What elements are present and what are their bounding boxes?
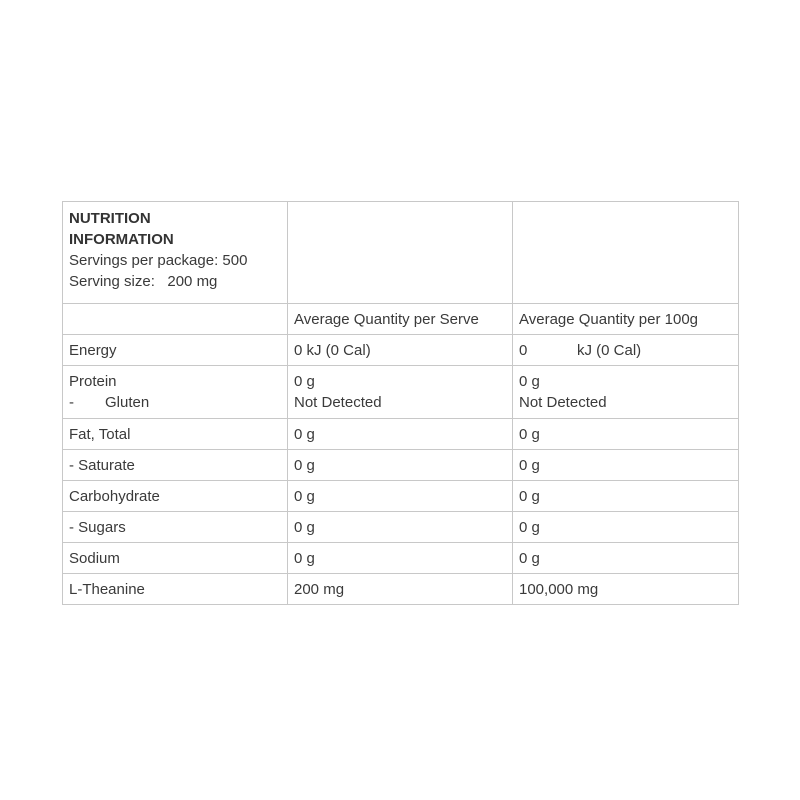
gluten-per-serve: Not Detected: [294, 394, 382, 411]
energy-per-serve: 0 kJ (0 Cal): [288, 335, 513, 366]
sugars-per-serve: 0 g: [288, 512, 513, 543]
gluten-sub-label: [69, 392, 281, 413]
table-row: [63, 419, 739, 450]
header-empty-cell: [288, 202, 513, 304]
table-row: [63, 512, 739, 543]
column-header-row: [63, 304, 739, 335]
fat-total-per-serve: 0 g: [288, 419, 513, 450]
column-header-empty: [63, 304, 288, 335]
nutrition-table: [62, 201, 739, 605]
table-row: [63, 335, 739, 366]
table-row: [63, 366, 739, 419]
energy-per-100g-unit: kJ (0 Cal): [577, 341, 642, 359]
row-label-sodium: Sodium: [63, 543, 288, 574]
table-row: [63, 450, 739, 481]
table-header-row: [63, 202, 739, 304]
l-theanine-per-serve: 200 mg: [288, 574, 513, 605]
sodium-per-serve: 0 g: [288, 543, 513, 574]
energy-per-100g-value: 0: [519, 341, 528, 359]
protein-per-serve-cell: [288, 366, 513, 419]
header-empty-cell: [513, 202, 739, 304]
row-label-energy: Energy: [63, 335, 288, 366]
saturate-per-100g: 0 g: [513, 450, 739, 481]
table-row: [63, 543, 739, 574]
carbohydrate-per-100g: 0 g: [513, 481, 739, 512]
l-theanine-per-100g: 100,000 mg: [513, 574, 739, 605]
nutrition-heading: NUTRITION INFORMATION: [69, 210, 174, 248]
serving-size: Serving size: 200 mg: [69, 273, 218, 290]
saturate-per-serve: 0 g: [288, 450, 513, 481]
energy-per-100g: [513, 335, 739, 366]
column-header-per-100g: Average Quantity per 100g: [513, 304, 739, 335]
sodium-per-100g: 0 g: [513, 543, 739, 574]
gluten-label: Gluten: [105, 394, 150, 411]
row-label-l-theanine: L-Theanine: [63, 574, 288, 605]
gluten-dash: -: [69, 394, 74, 411]
fat-total-per-100g: 0 g: [513, 419, 739, 450]
gluten-per-100g: Not Detected: [519, 394, 607, 411]
row-label-protein: [63, 366, 288, 419]
carbohydrate-per-serve: 0 g: [288, 481, 513, 512]
row-label-fat-total: Fat, Total: [63, 419, 288, 450]
protein-per-100g: 0 g: [519, 373, 540, 390]
table-row: [63, 574, 739, 605]
table-row: [63, 481, 739, 512]
row-label-sugars: - Sugars: [63, 512, 288, 543]
servings-per-package: Servings per package: 500: [69, 252, 248, 269]
header-info-cell: [63, 202, 288, 304]
row-label-saturate: - Saturate: [63, 450, 288, 481]
column-header-per-serve: Average Quantity per Serve: [288, 304, 513, 335]
protein-per-100g-cell: [513, 366, 739, 419]
row-label-carbohydrate: Carbohydrate: [63, 481, 288, 512]
sugars-per-100g: 0 g: [513, 512, 739, 543]
protein-label: Protein: [69, 373, 117, 390]
protein-per-serve: 0 g: [294, 373, 315, 390]
